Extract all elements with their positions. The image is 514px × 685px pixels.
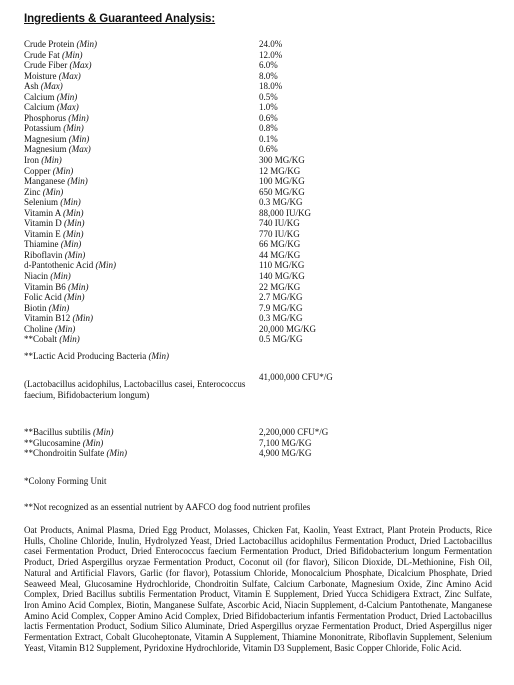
nutrient-value: 110 MG/KG: [259, 260, 305, 271]
nutrient-label: Folic Acid: [24, 292, 62, 303]
nutrient-name: [24, 313, 93, 324]
nutrient-name: [24, 448, 127, 459]
nutrient-name: [24, 50, 83, 61]
nutrient-label: Crude Fiber: [24, 60, 68, 71]
nutrient-label: Choline: [24, 323, 53, 334]
nutrient-value: 20,000 MG/KG: [259, 323, 317, 334]
nutrient-label: Zinc: [24, 186, 41, 197]
lactic-bacteria-name: **Lactic Acid Producing Bacteria: [24, 351, 147, 361]
nutrient-label: Vitamin B12: [24, 313, 71, 324]
nutrient-name: [24, 271, 71, 282]
analysis-row: [24, 92, 494, 103]
nutrient-value: 7,100 MG/KG: [259, 437, 312, 448]
analysis-row: [24, 239, 494, 250]
nutrient-label: Niacin: [24, 271, 48, 282]
nutrient-name: [24, 71, 81, 82]
nutrient-value: 0.1%: [259, 133, 278, 144]
supplement-table: [24, 427, 494, 459]
nutrient-name: [24, 282, 88, 293]
nutrient-qualifier: (Min): [56, 91, 78, 102]
nutrient-name: [24, 102, 79, 113]
nutrient-label: Potassium: [24, 123, 62, 134]
nutrient-label: **Chondroitin Sulfate: [24, 448, 105, 459]
nutrient-qualifier: (Min): [76, 39, 97, 49]
nutrient-qualifier: (Min): [62, 207, 84, 218]
analysis-row: [24, 271, 494, 282]
nutrient-qualifier: (Min): [62, 49, 83, 60]
nutrient-qualifier: (Min): [82, 437, 104, 448]
lactic-bacteria-label: [24, 351, 169, 361]
nutrient-qualifier: (Min): [41, 155, 62, 166]
analysis-row: [24, 260, 494, 271]
nutrient-value: 650 MG/KG: [259, 186, 305, 197]
analysis-row: [24, 229, 494, 240]
nutrient-label: Thiamine: [24, 239, 59, 250]
nutrient-qualifier: (Min): [64, 292, 85, 303]
analysis-row: [24, 155, 494, 166]
nutrient-name: [24, 292, 85, 303]
nutrient-value: 740 IU/KG: [259, 218, 300, 229]
analysis-row: [24, 218, 494, 229]
nutrient-qualifier: (Min): [68, 112, 89, 123]
nutrient-value: 4,900 MG/KG: [259, 448, 312, 459]
nutrient-qualifier: (Min): [93, 427, 114, 437]
nutrient-name: [24, 81, 63, 92]
nutrient-name: [24, 134, 89, 145]
nutrient-qualifier: (Max): [58, 70, 81, 81]
nutrient-name: [24, 438, 103, 449]
nutrient-value: 66 MG/KG: [259, 239, 301, 250]
analysis-row: [24, 113, 494, 124]
nutrient-name: [24, 92, 77, 103]
nutrient-qualifier: (Min): [60, 239, 82, 250]
analysis-row: [24, 134, 494, 145]
nutrient-value: 0.3 MG/KG: [259, 313, 303, 324]
nutrient-qualifier: (Min): [54, 323, 76, 334]
guaranteed-analysis-table: [24, 39, 494, 345]
nutrient-value: 2,200,000 CFU*/G: [259, 427, 329, 437]
nutrient-label: Vitamin B6: [24, 281, 66, 292]
analysis-row: [24, 208, 494, 219]
nutrient-value: 22 MG/KG: [259, 281, 301, 292]
analysis-row: [24, 50, 494, 61]
nutrient-name: [24, 60, 92, 71]
analysis-row: [24, 250, 494, 261]
analysis-row: [24, 303, 494, 314]
nutrient-name: [24, 155, 62, 166]
nutrient-value: 0.5%: [259, 91, 278, 102]
nutrient-value: 0.6%: [259, 112, 278, 123]
nutrient-qualifier: (Min): [52, 165, 74, 176]
nutrient-name: [24, 239, 81, 250]
nutrient-qualifier: (Min): [42, 186, 64, 197]
nutrient-name: [24, 166, 73, 177]
analysis-row: [24, 448, 494, 459]
nutrient-name: [24, 260, 116, 271]
nutrient-label: Ash: [24, 81, 39, 92]
nutrient-qualifier: (Min): [59, 334, 80, 345]
analysis-row: [24, 197, 494, 208]
nutrient-qualifier: (Max): [40, 81, 63, 92]
nutrient-label: Calcium: [24, 91, 55, 102]
nutrient-value: 18.0%: [259, 81, 283, 92]
nutrient-value: 88,000 IU/KG: [259, 207, 311, 218]
nutrient-value: 8.0%: [259, 70, 278, 81]
analysis-row: [24, 292, 494, 303]
nutrient-label: Vitamin A: [24, 207, 61, 218]
nutrient-value: 140 MG/KG: [259, 271, 305, 282]
footnote-cfu: *Colony Forming Unit: [24, 476, 107, 486]
analysis-row: [24, 282, 494, 293]
nutrient-value: 0.8%: [259, 123, 278, 134]
nutrient-value: 0.3 MG/KG: [259, 197, 303, 208]
nutrient-qualifier: (Min): [60, 197, 81, 208]
nutrient-label: **Glucosamine: [24, 437, 81, 448]
nutrient-value: 44 MG/KG: [259, 249, 301, 260]
nutrient-name: [24, 144, 91, 155]
analysis-row: [24, 438, 494, 449]
nutrient-value: 2.7 MG/KG: [259, 292, 303, 303]
analysis-row: [24, 71, 494, 82]
nutrient-label: Vitamin D: [24, 218, 62, 229]
nutrient-label: Crude Fat: [24, 49, 60, 60]
bacteria-strains: (Lactobacillus acidophilus, Lactobacillus casei, Enterococcus faecium, Bifidobacterium longum): [24, 379, 246, 400]
nutrient-qualifier: (Min): [68, 133, 90, 144]
nutrient-qualifier: (Max): [69, 60, 92, 71]
analysis-row: [24, 427, 494, 438]
ingredients-paragraph: Oat Products, Animal Plasma, Dried Egg Product, Molasses, Chicken Fat, Kaolin, Yeast Extract, Plant Protein Products, Rice Hulls, Choline Chloride, Inulin, Hydrolyzed Yeast, Dried Lactobacillus acidophilus Fermentation Product, Dried Lactobacillus casei Fermentation Product, Dried Enterococcus faecium Fermentation Product, Dried Bifidobacterium longum Fermentation Product, Dried Aspergillus oryzae Fermentation Product, Coconut oil (for flavor), Silicon Dioxide, DL-Methionine, Fish Oil, Natural and Artificial Flavors, Garlic (for flavor), Potassium Chloride, Monocalcium Phosphate, Dicalcium Phosphate, Dried Seaweed Meal, Glucosamine Hydrochloride, Chondroitin Sulfate, Calcium Carbonate, Magnesium Oxide, Zinc Amino Acid Complex, Dried Bacillus subtilis Fermentation Product, Vitamin E Supplement, Dried Yucca Schidigera Extract, Zinc Sulfate, Iron Amino Acid Complex, Biotin, Manganese Sulfate, Ascorbic Acid, Niacin Supplement, d-Calcium Pantothenate, Manganese Amino Acid Complex, Copper Amino Acid Complex, Dried Bifidobacterium infantis Fermentation Product, Dried Lactobacillus lactis Fermentation Product, Sodium Silico Aluminate, Dried Aspergillus oryzae Fermentation Product, Dried Aspergillus niger Fermentation Extract, Cobalt Glucoheptonate, Vitamin A Supplement, Thiamine Mononitrate, Riboflavin Supplement, Selenium Yeast, Vitamin B12 Supplement, Pyridoxine Hydrochloride, Vitamin D3 Supplement, Basic Copper Chloride, Folic Acid.: [24, 525, 492, 653]
nutrient-qualifier: (Min): [63, 123, 84, 134]
nutrient-value: 7.9 MG/KG: [259, 302, 303, 313]
nutrient-qualifier: (Min): [50, 271, 71, 282]
nutrient-qualifier: (Max): [68, 144, 91, 155]
nutrient-qualifier: (Min): [64, 249, 86, 260]
nutrient-name: [24, 197, 81, 208]
nutrient-label: Phosphorus: [24, 112, 67, 123]
nutrient-name: [24, 176, 88, 187]
nutrient-label: Magnesium: [24, 144, 67, 155]
analysis-row: [24, 166, 494, 177]
nutrient-label: **Bacillus subtilis: [24, 427, 91, 437]
nutrient-value: 770 IU/KG: [259, 228, 300, 239]
nutrient-name: [24, 427, 114, 438]
nutrient-value: 12.0%: [259, 49, 283, 60]
nutrient-name: [24, 208, 83, 219]
nutrient-qualifier: (Min): [62, 228, 84, 239]
page-heading: Ingredients & Guaranteed Analysis:: [24, 13, 216, 25]
nutrient-label: Copper: [24, 165, 51, 176]
nutrient-qualifier: (Min): [67, 176, 88, 187]
nutrient-value: 0.5 MG/KG: [259, 334, 303, 345]
nutrient-qualifier: (Min): [63, 218, 85, 229]
analysis-row: [24, 313, 494, 324]
analysis-row: [24, 324, 494, 335]
nutrient-label: Manganese: [24, 176, 65, 187]
nutrient-name: [24, 113, 89, 124]
nutrient-label: Vitamin E: [24, 228, 61, 239]
nutrient-value: 24.0%: [259, 39, 283, 49]
lactic-bacteria-value: 41,000,000 CFU*/G: [259, 372, 333, 382]
nutrient-label: Calcium: [24, 102, 55, 113]
nutrient-name: [24, 324, 75, 335]
nutrient-name: [24, 39, 97, 50]
nutrient-qualifier: (Min): [67, 281, 89, 292]
analysis-row: [24, 102, 494, 113]
analysis-row: [24, 334, 494, 345]
nutrient-label: Iron: [24, 155, 39, 166]
nutrient-label: Magnesium: [24, 133, 67, 144]
nutrient-label: Biotin: [24, 302, 47, 313]
nutrient-value: 1.0%: [259, 102, 278, 113]
nutrient-name: [24, 334, 80, 345]
nutrient-name: [24, 123, 84, 134]
nutrient-label: d-Pantothenic Acid: [24, 260, 94, 271]
analysis-row: [24, 60, 494, 71]
nutrient-label: Crude Protein: [24, 39, 75, 49]
nutrient-label: Riboflavin: [24, 249, 63, 260]
analysis-row: [24, 81, 494, 92]
nutrient-qualifier: (Min): [48, 302, 70, 313]
nutrient-name: [24, 250, 85, 261]
nutrient-value: 12 MG/KG: [259, 165, 301, 176]
nutrient-name: [24, 229, 83, 240]
nutrient-qualifier: (Min): [95, 260, 116, 271]
nutrient-value: 6.0%: [259, 60, 278, 71]
analysis-row: [24, 39, 494, 50]
analysis-row: [24, 123, 494, 134]
nutrient-name: [24, 218, 84, 229]
nutrient-qualifier: (Min): [72, 313, 93, 324]
analysis-row: [24, 176, 494, 187]
nutrient-value: 300 MG/KG: [259, 155, 305, 166]
nutrient-label: Moisture: [24, 70, 57, 81]
nutrient-name: [24, 187, 63, 198]
nutrient-qualifier: (Max): [56, 102, 79, 113]
footnote-aafco: **Not recognized as an essential nutrient by AAFCO dog food nutrient profiles: [24, 502, 311, 512]
nutrient-qualifier: (Min): [106, 448, 127, 459]
nutrient-value: 0.6%: [259, 144, 278, 155]
analysis-row: [24, 187, 494, 198]
nutrient-name: [24, 303, 69, 314]
lactic-bacteria-qualifier: (Min): [148, 351, 169, 361]
analysis-row: [24, 144, 494, 155]
nutrient-value: 100 MG/KG: [259, 176, 305, 187]
nutrient-label: Selenium: [24, 197, 58, 208]
nutrient-label: **Cobalt: [24, 334, 57, 345]
